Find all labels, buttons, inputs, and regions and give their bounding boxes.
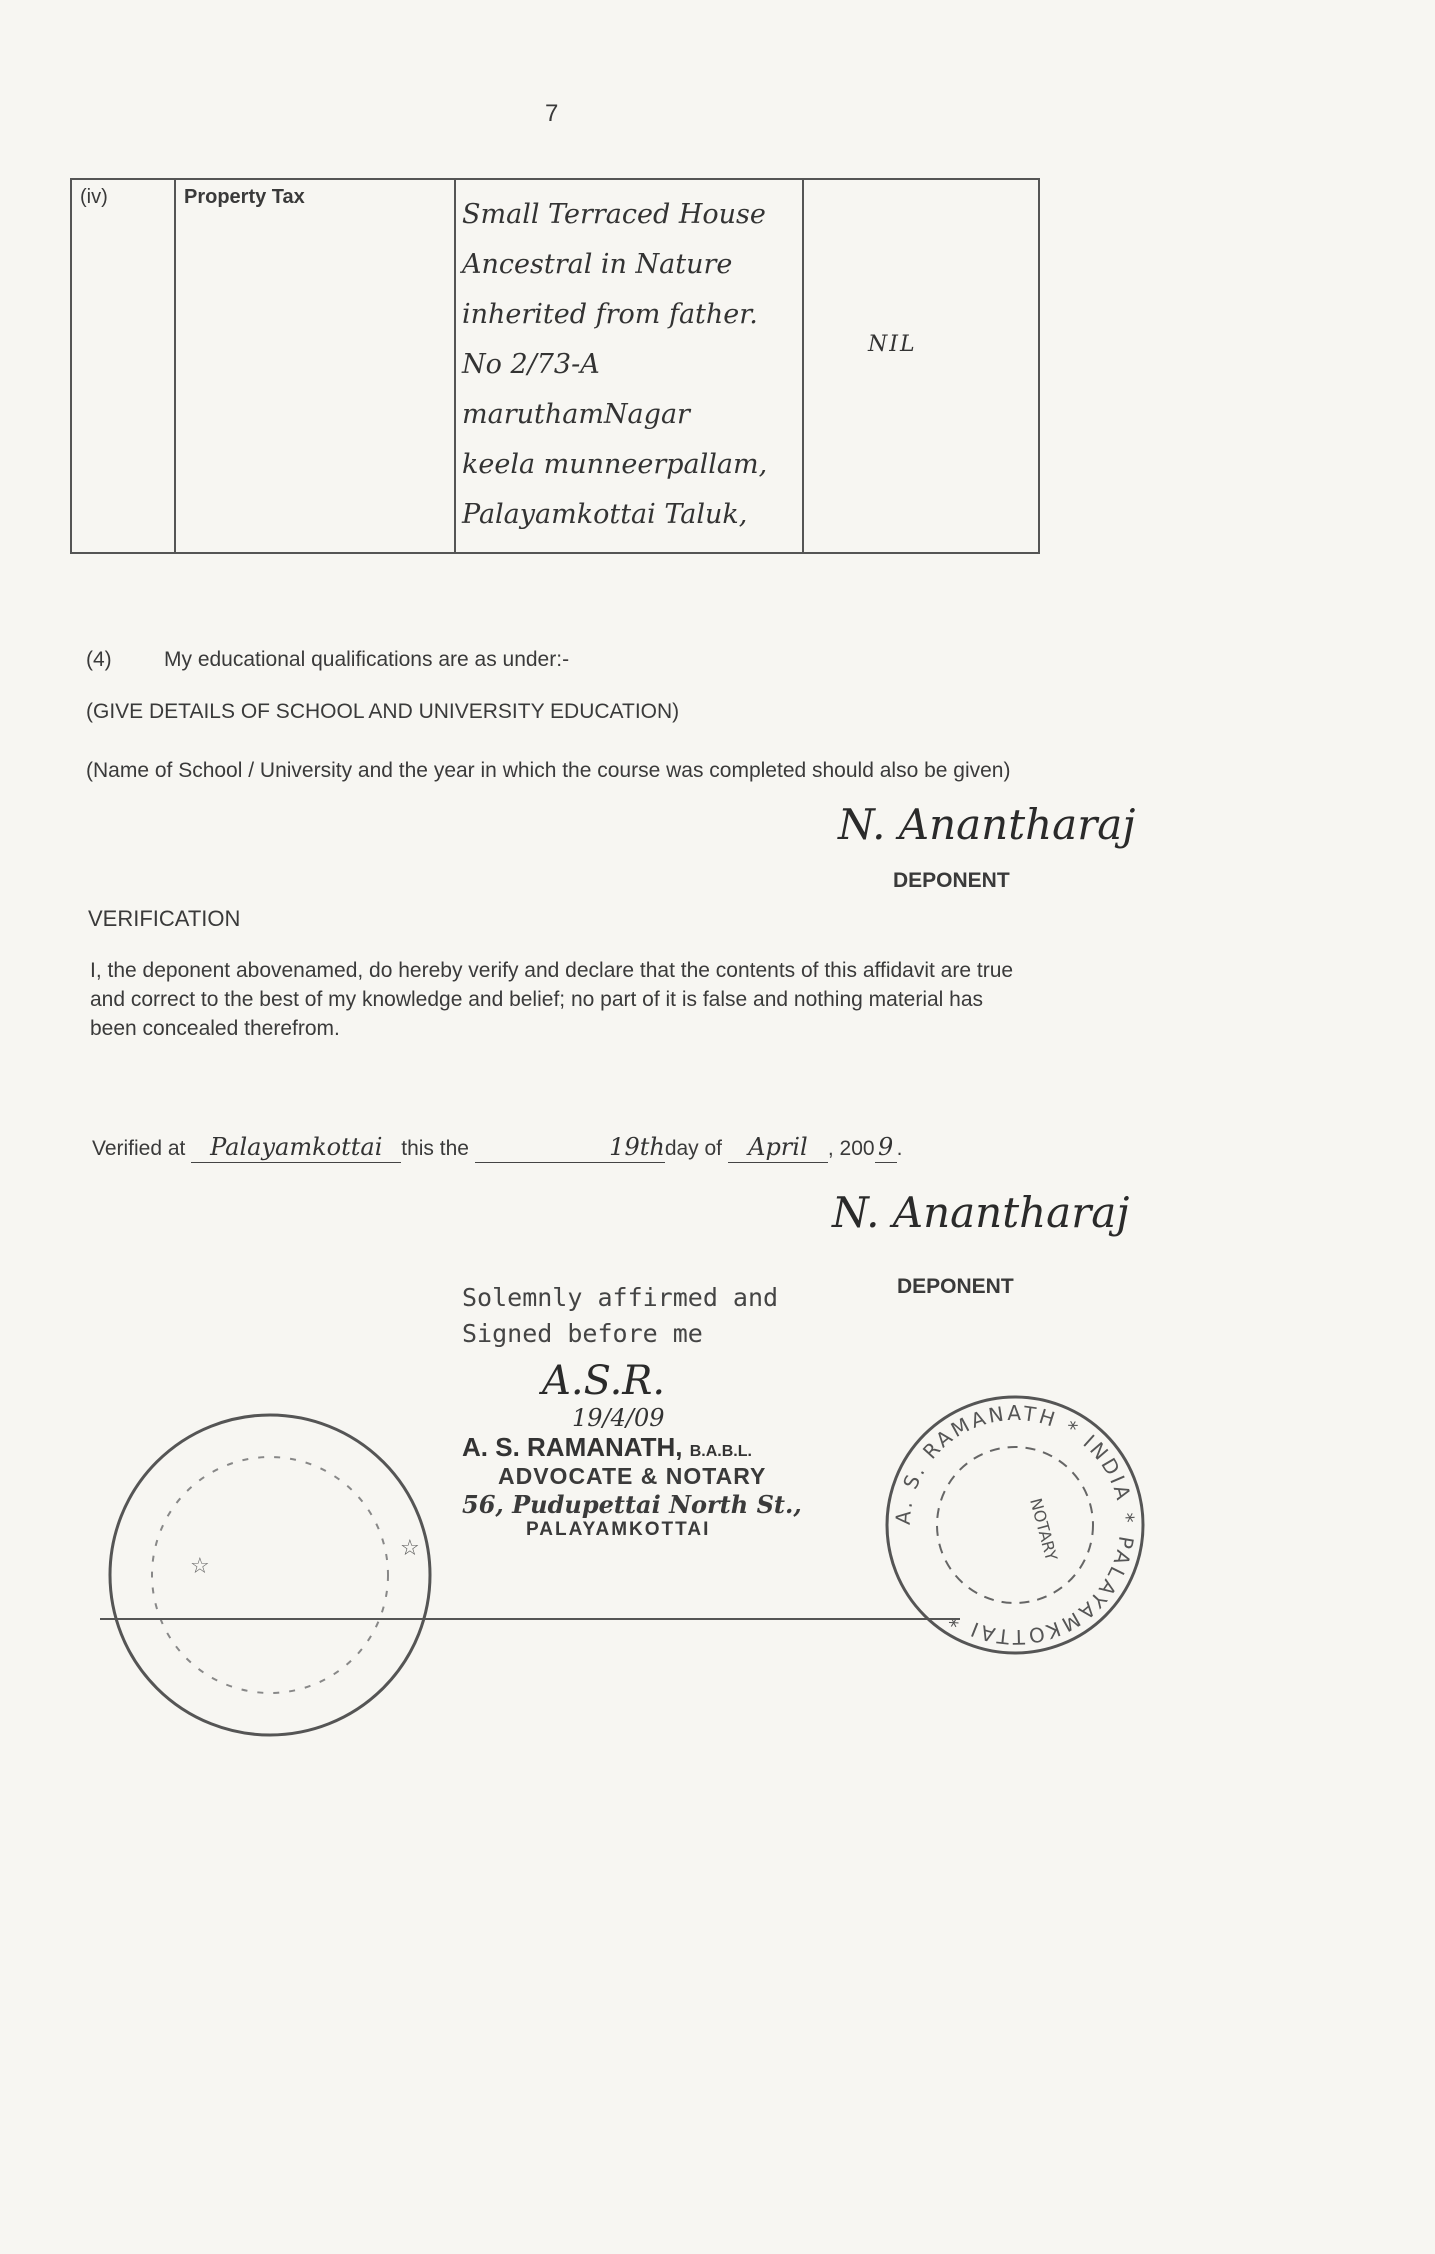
notary-name-line [462, 1432, 862, 1463]
amount-cell [803, 179, 1039, 553]
notary-stamp [462, 1280, 862, 1541]
year-prefix: , 200 [827, 1137, 875, 1160]
detail-line: Small Terraced House [462, 199, 766, 230]
deponent-label-2: DEPONENT [897, 1275, 1014, 1298]
verification-body: I, the deponent abovenamed, do hereby verify and declare that the contents of this affidavit are true and correct to the best of my knowledge and belief; no part of it is false and nothing material has been concealed therefrom. [90, 959, 1014, 1040]
seal-center-text: NOTARY [1026, 1496, 1062, 1563]
education-number: (4) [86, 648, 112, 671]
item-label: Property Tax [175, 179, 455, 553]
education-instruction: (GIVE DETAILS OF SCHOOL AND UNIVERSITY EDUCATION) [86, 700, 680, 723]
detail-line: inherited from father. [462, 299, 758, 330]
notary-name: A. S. RAMANATH, [462, 1432, 683, 1462]
notary-address: 56, Pudupettai North St., [462, 1490, 802, 1519]
month-field: April [728, 1133, 828, 1163]
property-details [462, 190, 822, 540]
notary-city: PALAYAMKOTTAI [526, 1519, 711, 1540]
year-field: 9 [875, 1133, 897, 1163]
period: . [896, 1137, 903, 1160]
right-round-seal [880, 1390, 1150, 1660]
education-note: (Name of School / University and the year in which the course was completed should also be given) [86, 759, 1011, 782]
page-number: 7 [545, 100, 559, 127]
notary-qualification: B.A.B.L. [689, 1443, 752, 1460]
detail-line: Palayamkottai Taluk, [462, 499, 748, 530]
day-of-label: day of [664, 1137, 723, 1160]
bottom-divider [100, 1618, 960, 1620]
verified-line [92, 1133, 902, 1163]
day-field: 19th [475, 1133, 665, 1163]
place-field: Palayamkottai [191, 1133, 401, 1163]
deponent-signature: N. Anantharaj [838, 800, 1136, 849]
stamp-line-1: Solemnly affirmed and [462, 1283, 779, 1312]
notary-signature: A.S.R. [542, 1358, 666, 1404]
stamp-line-2: Signed before me [462, 1319, 703, 1348]
seal-ring-text: A. S. RAMANATH * INDIA * PALAYAMKOTTAI * [890, 1400, 1140, 1650]
verification-heading: VERIFICATION [88, 906, 241, 931]
left-round-seal [100, 1405, 440, 1745]
notary-title: ADVOCATE & NOTARY [498, 1463, 767, 1489]
deponent-signature-2: N. Anantharaj [832, 1188, 1130, 1237]
detail-line: keela munneerpallam, [462, 449, 768, 480]
deponent-label: DEPONENT [893, 869, 1010, 892]
svg-text:☆: ☆ [190, 1554, 210, 1579]
amount-value: NIL [868, 332, 917, 357]
detail-line: Ancestral in Nature [462, 249, 733, 280]
education-heading: My educational qualifications are as under:- [164, 648, 570, 671]
this-the-label: this the [401, 1137, 469, 1160]
notary-date: 19/4/09 [572, 1404, 665, 1432]
row-index: (iv) [71, 179, 175, 553]
svg-text:☆: ☆ [400, 1536, 420, 1561]
detail-line: No 2/73-A maruthamNagar [462, 349, 690, 430]
verified-at-label: Verified at [92, 1137, 186, 1160]
